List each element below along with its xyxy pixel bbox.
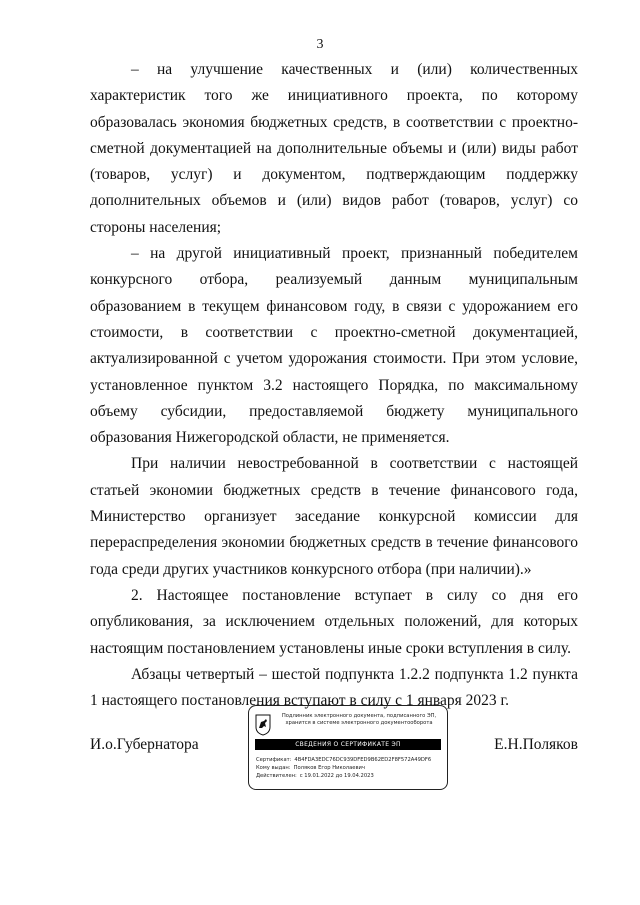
certificate-row	[256, 756, 444, 764]
paragraph: Абзацы четвертый – шестой подпункта 1.2.2 подпункта 1.2 пункта 1 настоящего постановления вступают в силу с 1 января 2023 г.	[90, 665, 578, 710]
coat-of-arms-icon	[255, 714, 271, 736]
stamp-header-line: Подлинник электронного документа, подписанного ЭП,	[281, 713, 437, 719]
validity-value: с 19.01.2022 до 19.04.2023	[299, 773, 374, 779]
stamp-title: СВЕДЕНИЯ О СЕРТИФИКАТЕ ЭП	[255, 739, 441, 750]
certificate-value: 4B4FDA3EDC76DC939DFED9B62ED2F8F572A49DF6	[294, 757, 432, 763]
paragraph: – на улучшение качественных и (или) количественных характеристик того же инициативного проекта, по которому образовалась экономия бюджетных средств, в соответствии с проектно-сметной документацией на дополнительные объемы и (или) виды работ (товаров, услуг) и документом, подтверждающим поддержку дополнительных объемов и (или) видов работ (товаров, услуг) со стороны населения;	[90, 61, 578, 236]
paragraph: – на другой инициативный проект, признанный победителем конкурсного отбора, реализуемый данным муниципальным образованием в текущем финансовом году, в связи с удорожанием его стоимости, в соответствии с проектно-сметной документацией, актуализированной с учетом удорожания стоимости. При этом условие, установленное пунктом 3.2 настоящего Порядка, по максимальному объему субсидии, предоставляемой бюджету муниципального образования Нижегородской области, не применяется.	[90, 245, 578, 447]
signer-name: Е.Н.Поляков	[494, 736, 578, 753]
stamp-header-line: хранится в системе электронного документооборота	[285, 720, 433, 726]
validity-row	[256, 772, 444, 780]
certificate-label: Сертификат:	[256, 757, 292, 763]
issued-to-label: Кому выдан:	[256, 765, 291, 771]
document-body	[90, 57, 578, 714]
signer-position: И.о.Губернатора	[90, 736, 199, 753]
issued-to-row	[256, 764, 444, 772]
validity-label: Действителен:	[256, 773, 297, 779]
page-number: 3	[316, 37, 324, 52]
issued-to-value: Поляков Егор Николаевич	[293, 765, 365, 771]
paragraph: При наличии невостребованной в соответствии с настоящей статьей экономии бюджетных средств в течение финансового года, Министерство организует заседание конкурсной комиссии для перераспределения экономии бюджетных средств в течение финансового года среди других участников конкурсного отбора (при наличии).»	[90, 455, 578, 578]
digital-signature-stamp	[248, 705, 448, 790]
stamp-details	[256, 756, 444, 780]
paragraph: 2. Настоящее постановление вступает в силу со дня его опубликования, за исключением отдельных положений, для которых настоящим постановлением установлены иные сроки вступления в силу.	[90, 586, 578, 657]
stamp-header	[275, 713, 443, 727]
